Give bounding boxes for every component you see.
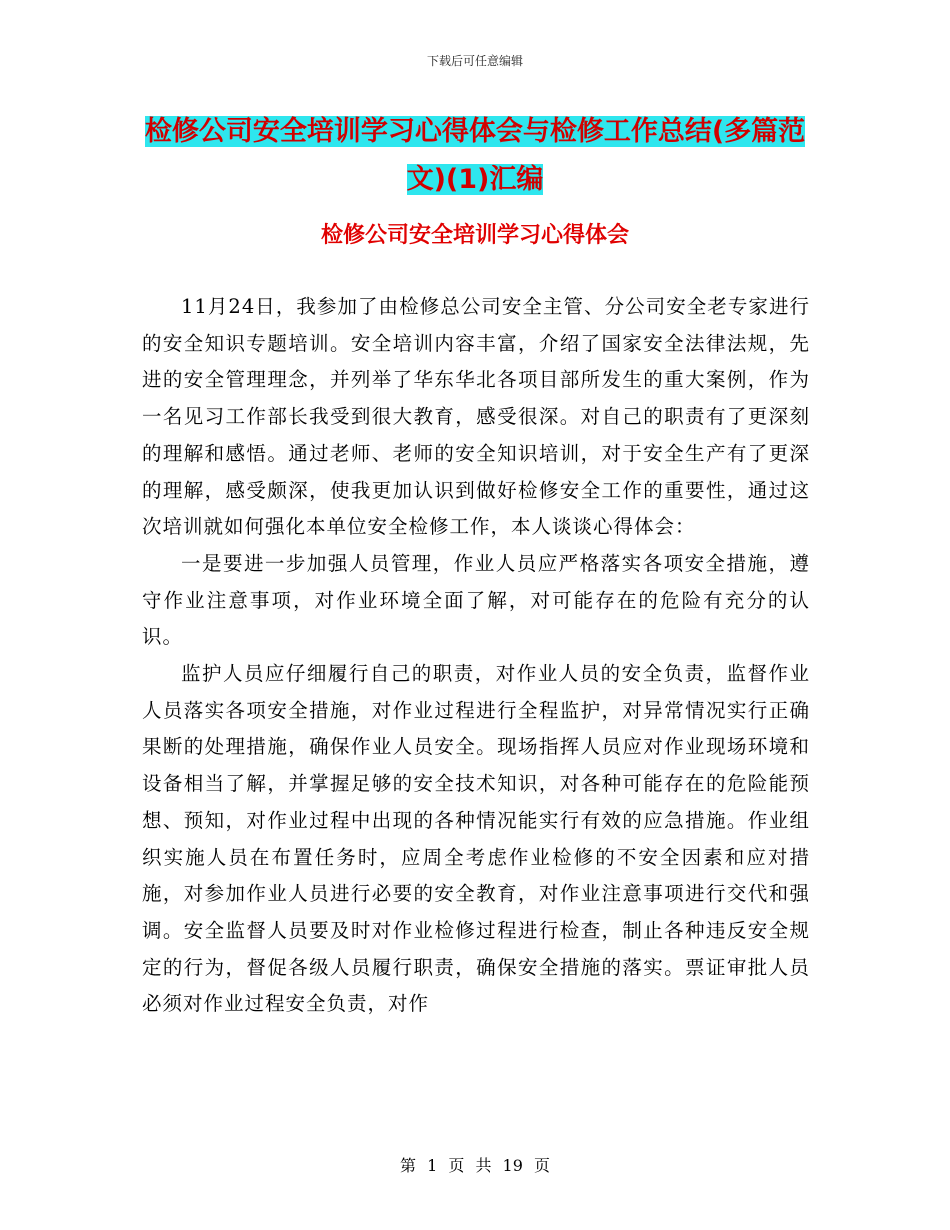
section-title: 检修公司安全培训学习心得体会 [320, 223, 629, 248]
paragraph: 监护人员应仔细履行自己的职责，对作业人员的安全负责，监督作业人员落实各项安全措施，对作业过程进行全程监护，对异常情况实行正确果断的处理措施，确保作业人员安全。现场指挥人员应对作业现场环境和设备相当了解，并掌握足够的安全技术知识，对各种可能存在的危险能预想、预知，对作业过程中出现的各种情况能实行有效的应急措施。作业组织实施人员在布置任务时，应周全考虑作业检修的不安全因素和应对措施，对参加作业人员进行必要的安全教育，对作业注意事项进行交代和强调。安全监督人员要及时对作业检修过程进行检查，制止各种违反安全规定的行为，督促各级人员履行职责，确保安全措施的落实。票证审批人员必须对作业过程安全负责，对作 [142, 662, 810, 1016]
header-note: 下载后可任意编辑 [426, 54, 523, 68]
page-footer: 第 1 页 共 19 页 [400, 1156, 550, 1175]
body-text [142, 289, 810, 1023]
document-title-text: 检修公司安全培训学习心得体会与检修工作总结(多篇范文)(1)汇编 [144, 116, 806, 195]
document-title [140, 108, 810, 204]
paragraph: 一是要进一步加强人员管理，作业人员应严格落实各项安全措施，遵守作业注意事项，对作业环境全面了解，对可能存在的危险有充分的认识。 [142, 551, 810, 649]
paragraph: 11月24日，我参加了由检修总公司安全主管、分公司安全老专家进行的安全知识专题培训。安全培训内容丰富，介绍了国家安全法律法规，先进的安全管理理念，并列举了华东华北各项目部所发生的重大案例，作为一名见习工作部长我受到很大教育，感受很深。对自己的职责有了更深刻的理解和感悟。通过老师、老师的安全知识培训，对于安全生产有了更深的理解，感受颇深，使我更加认识到做好检修安全工作的重要性，通过这次培训就如何强化本单位安全检修工作，本人谈谈心得体会： [142, 295, 810, 539]
